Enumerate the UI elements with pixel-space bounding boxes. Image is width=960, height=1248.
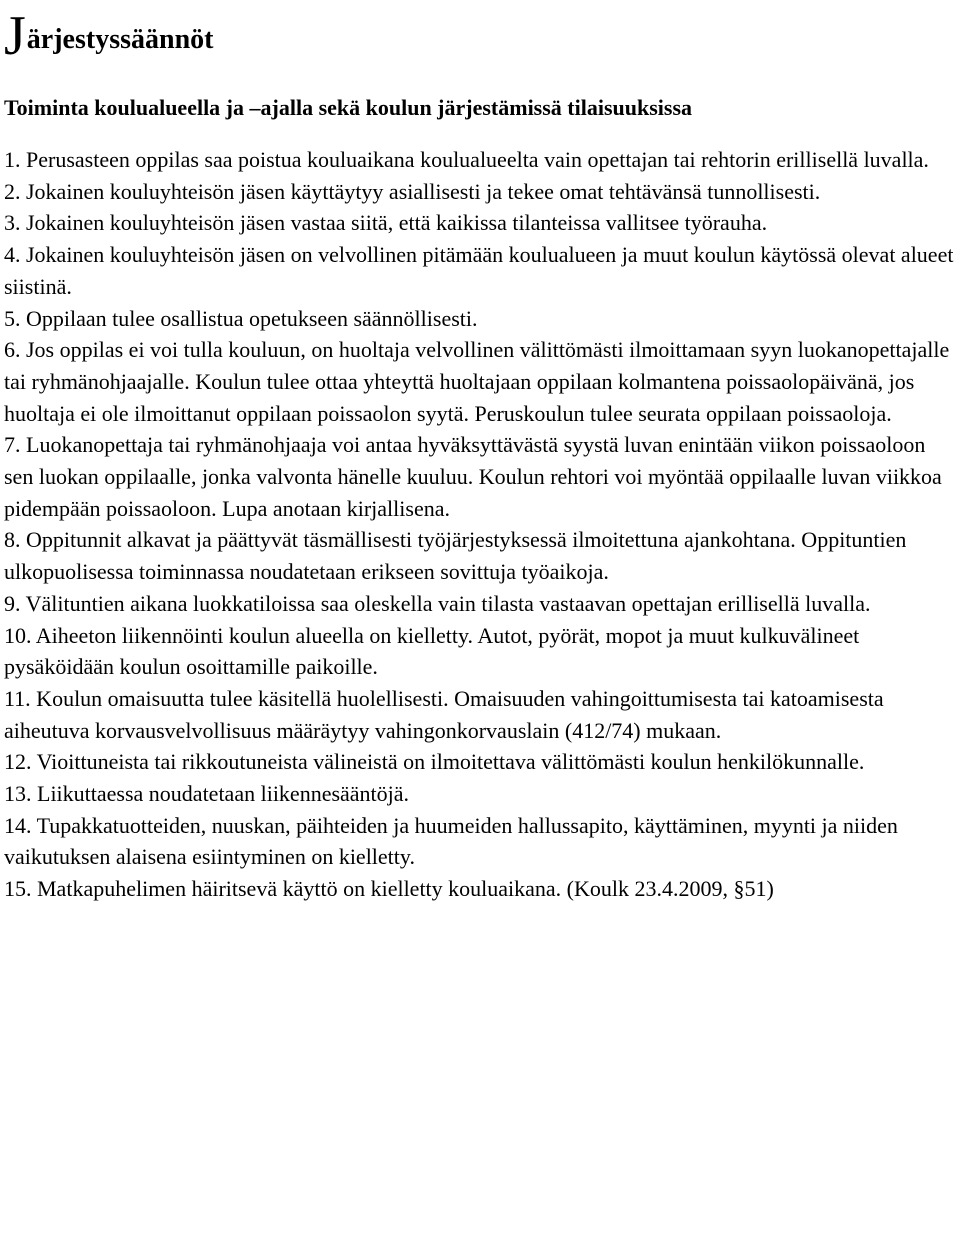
- rules-list: [4, 144, 954, 905]
- rule-item-14: 14. Tupakkatuotteiden, nuuskan, päihteiden ja huumeiden hallussapito, käyttäminen, myynti ja niiden vaikutuksen alaisena esiintyminen on kielletty.: [4, 812, 898, 870]
- rule-item-8: 8. Oppitunnit alkavat ja päättyvät täsmällisesti työjärjestyksessä ilmoitettuna ajankohtana. Oppituntien ulkopuolisessa toiminnassa noudatetaan erikseen sovittuja työaikoja.: [4, 527, 907, 585]
- title-initial-letter: J: [4, 5, 26, 68]
- document-title: [4, 0, 954, 68]
- rule-item-2: 2. Jokainen kouluyhteisön jäsen käyttäytyy asiallisesti ja tekee omat tehtävänsä tunnollisesti.: [4, 178, 821, 204]
- title-text: ärjestyssäännöt: [26, 24, 214, 55]
- rule-item-1: 1. Perusasteen oppilas saa poistua kouluaikana koulualueelta vain opettajan tai rehtorin erillisellä luvalla.: [4, 147, 929, 172]
- rule-item-10: 10. Aiheeton liikennöinti koulun alueella on kielletty. Autot, pyörät, mopot ja muut kulkuvälineet pysäköidään koulun osoittamille paikoille.: [4, 622, 860, 680]
- rule-item-15: 15. Matkapuhelimen häiritsevä käyttö on kielletty kouluaikana. (Koulk 23.4.2009, §51): [4, 876, 774, 902]
- rule-item-7: 7. Luokanopettaja tai ryhmänohjaaja voi antaa hyväksyttävästä syystä luvan enintään viikon poissaoloon sen luokan oppilaalle, jonka valvonta hänelle kuuluu. Koulun rehtori voi myöntää oppilaalle luvan viikkoa pidempään poissaoloon. Lupa anotaan kirjallisena.: [4, 432, 942, 521]
- rule-item-12: 12. Vioittuneista tai rikkoutuneista välineistä on ilmoitettava välittömästi koulun henkilökunnalle.: [4, 749, 865, 775]
- section-subtitle: Toiminta koulualueella ja –ajalla sekä koulun järjestämissä tilaisuuksissa: [4, 95, 693, 120]
- rule-item-6: 6. Jos oppilas ei voi tulla kouluun, on huoltaja velvollinen välittömästi ilmoittamaan syyn luokanopettajalle tai ryhmänohjaajalle. Koulun tulee ottaa yhteyttä huoltajaan oppilaan kolmantena poissaolopäivänä, jos huoltaja ei ole ilmoittanut oppilaan poissaolon syytä. Peruskoulun tulee seurata oppilaan poissaoloja.: [4, 337, 950, 426]
- rule-item-9: 9. Välituntien aikana luokkatiloissa saa oleskella vain tilasta vastaavan opettajan erillisellä luvalla.: [4, 590, 871, 616]
- rule-item-4: 4. Jokainen kouluyhteisön jäsen on velvollinen pitämään koulualueen ja muut koulun käytössä olevat alueet siistinä.: [4, 242, 954, 299]
- rule-item-5: 5. Oppilaan tulee osallistua opetukseen säännöllisesti.: [4, 305, 478, 331]
- rule-item-13: 13. Liikuttaessa noudatetaan liikennesääntöjä.: [4, 781, 410, 807]
- rule-item-3: 3. Jokainen kouluyhteisön jäsen vastaa siitä, että kaikissa tilanteissa vallitsee työrauha.: [4, 210, 768, 236]
- rule-item-11: 11. Koulun omaisuutta tulee käsitellä huolellisesti. Omaisuuden vahingoittumisesta tai katoamisesta aiheutuva korvausvelvollisuus määräytyy vahingonkorvauslain (412/74) mukaan.: [4, 685, 884, 743]
